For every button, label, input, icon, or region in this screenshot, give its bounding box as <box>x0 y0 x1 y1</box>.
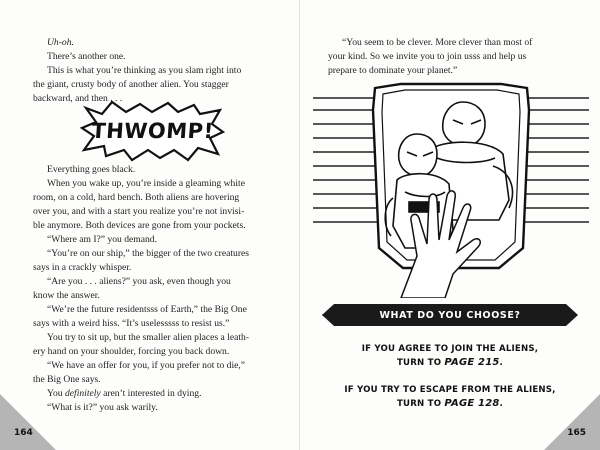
turn-text: TURN TO <box>396 399 445 409</box>
choice-1 <box>300 343 600 370</box>
paragraph-line: says in a crackly whisper. <box>33 262 132 273</box>
choice-1-turn <box>300 356 600 370</box>
text-span: You <box>47 388 65 399</box>
quote-line: “You seem to be clever. More clever than most of <box>342 37 533 48</box>
choose-banner-label: WHAT DO YOU CHOOSE? <box>379 309 521 321</box>
paragraph-line: says with a weird hiss. “It’s uselesssss to resist us.” <box>33 318 230 329</box>
right-page <box>300 0 600 450</box>
choice-2-page-link[interactable]: PAGE 128 <box>444 398 500 409</box>
paragraph-line: This is what you’re thinking as you slam right into <box>47 65 242 76</box>
corner-decoration <box>544 394 600 450</box>
paragraph-uh-oh: Uh-oh. <box>47 37 74 48</box>
paragraph-line: Everything goes black. <box>47 164 136 175</box>
paragraph-line: backward, and then . . . <box>33 93 123 104</box>
paragraph-line: “Where am I?” you demand. <box>47 234 158 245</box>
choice-1-page-link[interactable]: PAGE 215 <box>444 357 500 368</box>
quote-line: prepare to dominate your planet.” <box>328 65 458 76</box>
choice-1-condition: IF YOU AGREE TO JOIN THE ALIENS, <box>361 344 539 354</box>
paragraph-line: the giant, crusty body of another alien. You stagger <box>33 79 229 90</box>
paragraph-line: There’s another one. <box>47 51 126 62</box>
paragraph-line: ble anymore. Both devices are gone from your pockets. <box>33 220 246 231</box>
paragraph-line: “We have an offer for you, if you prefer not to die,” <box>47 360 246 371</box>
paragraph-line: “You’re on our ship,” the bigger of the two creatures <box>47 248 250 259</box>
paragraph-definitely <box>47 387 201 400</box>
choice-2-condition: IF YOU TRY TO ESCAPE FROM THE ALIENS, <box>344 385 556 395</box>
paragraph-line: You try to sit up, but the smaller alien places a leath- <box>47 332 250 343</box>
paragraph-line: When you wake up, you’re inside a gleaming white <box>47 178 245 189</box>
corner-decoration <box>0 394 56 450</box>
paragraph-line: “We’re the future residentsss of Earth,” the Big One <box>47 304 247 315</box>
paragraph-line: ery hand on your shoulder, forcing you back down. <box>33 346 230 357</box>
thwomp-sound-effect: THWOMP! <box>90 119 215 143</box>
punctuation: . <box>499 399 504 409</box>
turn-text: TURN TO <box>396 358 445 368</box>
punctuation: . <box>499 358 504 368</box>
aliens-illustration-icon <box>313 80 589 298</box>
paragraph-line: over you, and with a start you realize you’re not invisi- <box>33 206 245 217</box>
paragraph-line: “Are you . . . aliens?” you ask, even though you <box>47 276 231 287</box>
quote-line: your kind. So we invite you to join usss and help us <box>328 51 527 62</box>
text-span: aren’t interested in dying. <box>100 388 202 399</box>
page-number-right: 165 <box>567 428 586 438</box>
paragraph-line: room, on a cold, hard bench. Both aliens are hovering <box>33 192 240 203</box>
italic-word: definitely <box>64 388 101 399</box>
paragraph-line: the Big One says. <box>33 374 101 385</box>
page-number-left: 164 <box>14 428 33 438</box>
paragraph-line: know the answer. <box>33 290 100 301</box>
paragraph-line: “What is it?” you ask warily. <box>47 402 158 413</box>
